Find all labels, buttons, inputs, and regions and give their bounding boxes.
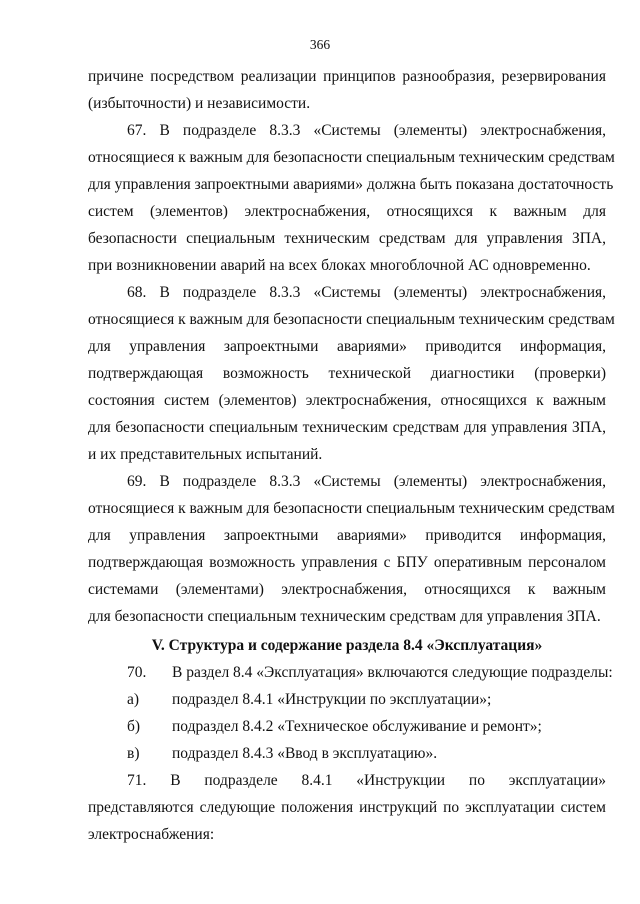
paragraph-68-start: 68. В подразделе 8.3.3 «Системы (элементы) электроснабжения, bbox=[127, 284, 606, 301]
text-line: подтверждающая возможность управления с БПУ оперативным персоналом bbox=[88, 554, 606, 571]
paragraph-71-start: 71. В подразделе 8.4.1 «Инструкции по эксплуатации» bbox=[127, 772, 606, 789]
text-line: для безопасности специальным техническим средствам для управления ЗПА. bbox=[88, 608, 601, 625]
text-line: электроснабжения: bbox=[88, 826, 215, 843]
item-number: 70. bbox=[127, 664, 147, 681]
text-line: причине посредством реализации принципов разнообразия, резервирования bbox=[88, 68, 606, 85]
text-line: относящиеся к важным для безопасности специальным техническим средствам bbox=[88, 311, 615, 328]
text-line: состояния систем (элементов) электроснабжения, относящихся к важным bbox=[88, 392, 606, 409]
text-line: при возникновении аварий на всех блоках многоблочной АС одновременно. bbox=[88, 257, 591, 274]
item-marker: б) bbox=[127, 718, 141, 735]
section-heading: V. Структура и содержание раздела 8.4 «Эксплуатация» bbox=[151, 637, 543, 654]
text-line: относящиеся к важным для безопасности специальным техническим средствам bbox=[88, 149, 615, 166]
text-line: (избыточности) и независимости. bbox=[88, 95, 311, 112]
page-number: 366 bbox=[309, 37, 331, 52]
text-line: относящиеся к важным для безопасности специальным техническим средствам bbox=[88, 500, 615, 517]
item-text: подраздел 8.4.3 «Ввод в эксплуатацию». bbox=[172, 745, 438, 762]
text-line: представляются следующие положения инструкций по эксплуатации систем bbox=[88, 799, 606, 816]
text-line: систем (элементов) электроснабжения, относящихся к важным для bbox=[88, 203, 606, 220]
text-line: и их представительных испытаний. bbox=[88, 446, 323, 463]
paragraph-69-start: 69. В подразделе 8.3.3 «Системы (элементы) электроснабжения, bbox=[127, 473, 606, 490]
item-text: В раздел 8.4 «Эксплуатация» включаются следующие подразделы: bbox=[172, 664, 613, 681]
item-marker: а) bbox=[127, 691, 140, 708]
text-line: безопасности специальным техническим средствам для управления ЗПА, bbox=[88, 230, 606, 247]
text-line: для управления запроектными авариями» должна быть показана достаточность bbox=[88, 176, 614, 193]
item-text: подраздел 8.4.2 «Техническое обслуживание и ремонт»; bbox=[172, 718, 542, 735]
text-line: для безопасности специальным техническим средствам для управления ЗПА, bbox=[88, 419, 606, 436]
item-marker: в) bbox=[127, 745, 140, 762]
item-text: подраздел 8.4.1 «Инструкции по эксплуатации»; bbox=[172, 691, 492, 708]
text-line: подтверждающая возможность технической диагностики (проверки) bbox=[88, 365, 606, 382]
text-line: для управления запроектными авариями» приводится информация, bbox=[88, 338, 606, 355]
text-line: для управления запроектными авариями» приводится информация, bbox=[88, 527, 606, 544]
paragraph-67-start: 67. В подразделе 8.3.3 «Системы (элементы) электроснабжения, bbox=[127, 122, 606, 139]
text-line: системами (элементами) электроснабжения, относящихся к важным bbox=[88, 581, 606, 598]
